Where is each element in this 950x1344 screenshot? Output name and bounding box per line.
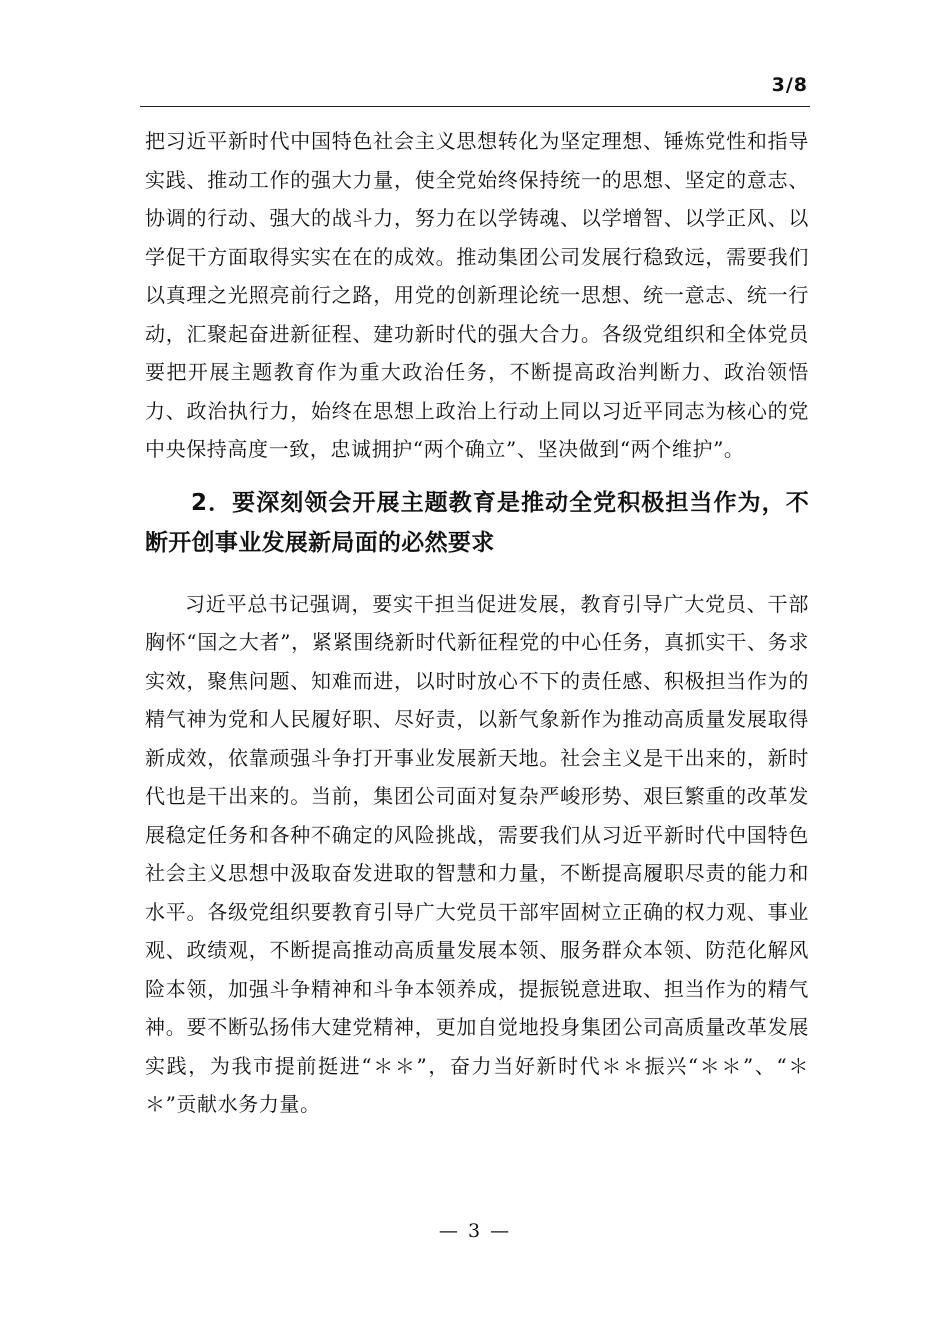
header-divider [140, 106, 810, 107]
page-number-footer: — 3 — [438, 1220, 512, 1242]
document-body [145, 122, 809, 1124]
continued-paragraph: 把习近平新时代中国特色社会主义思想转化为坚定理想、锤炼党性和指导实践、推动工作的强大力量，使全党始终保持统一的思想、坚定的意志、协调的行动、强大的战斗力，努力在以学铸魂、以学增智、以学正风、以学促干方面取得实实在在的成效。推动集团公司发展行稳致远，需要我们以真理之光照亮前行之路，用党的创新理论统一思想、统一意志、统一行动，汇聚起奋进新征程、建功新时代的强大合力。各级党组织和全体党员要把开展主题教育作为重大政治任务，不断提高政治判断力、政治领悟力、政治执行力，始终在思想上政治上行动上同以习近平同志为核心的党中央保持高度一致，忠诚拥护“两个确立”、坚决做到“两个维护”。 [145, 129, 809, 461]
body-paragraph: 习近平总书记强调，要实干担当促进发展，教育引导广大党员、干部胸怀“国之大者”，紧紧围绕新时代新征程党的中心任务，真抓实干、务求实效，聚焦问题、知难而进，以时时放心不下的责任感、积极担当作为的精气神为党和人民履好职、尽好责，以新气象新作为推动高质量发展取得新成效，依靠顽强斗争打开事业发展新天地。社会主义是干出来的，新时代也是干出来的。当前，集团公司面对复杂严峻形势、艰巨繁重的改革发展稳定任务和各种不确定的风险挑战，需要我们从习近平新时代中国特色社会主义思想中汲取奋发进取的智慧和力量，不断提高履职尽责的能力和水平。各级党组织要教育引导广大党员干部牢固树立正确的权力观、事业观、政绩观，不断提高推动高质量发展本领、服务群众本领、防范化解风险本领，加强斗争精神和斗争本领养成，提振锐意进取、担当作为的精气神。要不断弘扬伟大建党精神，更加自觉地投身集团公司高质量改革发展实践，为我市提前挺进“＊＊”，奋力当好新时代＊＊振兴“＊＊”、“＊＊”贡献水务力量。 [145, 591, 809, 1116]
page-counter: 3/8 [771, 74, 808, 96]
section-heading: 2．要深刻领会开展主题教育是推动全党积极担当作为，不断开创事业发展新局面的必然要求 [145, 489, 809, 556]
